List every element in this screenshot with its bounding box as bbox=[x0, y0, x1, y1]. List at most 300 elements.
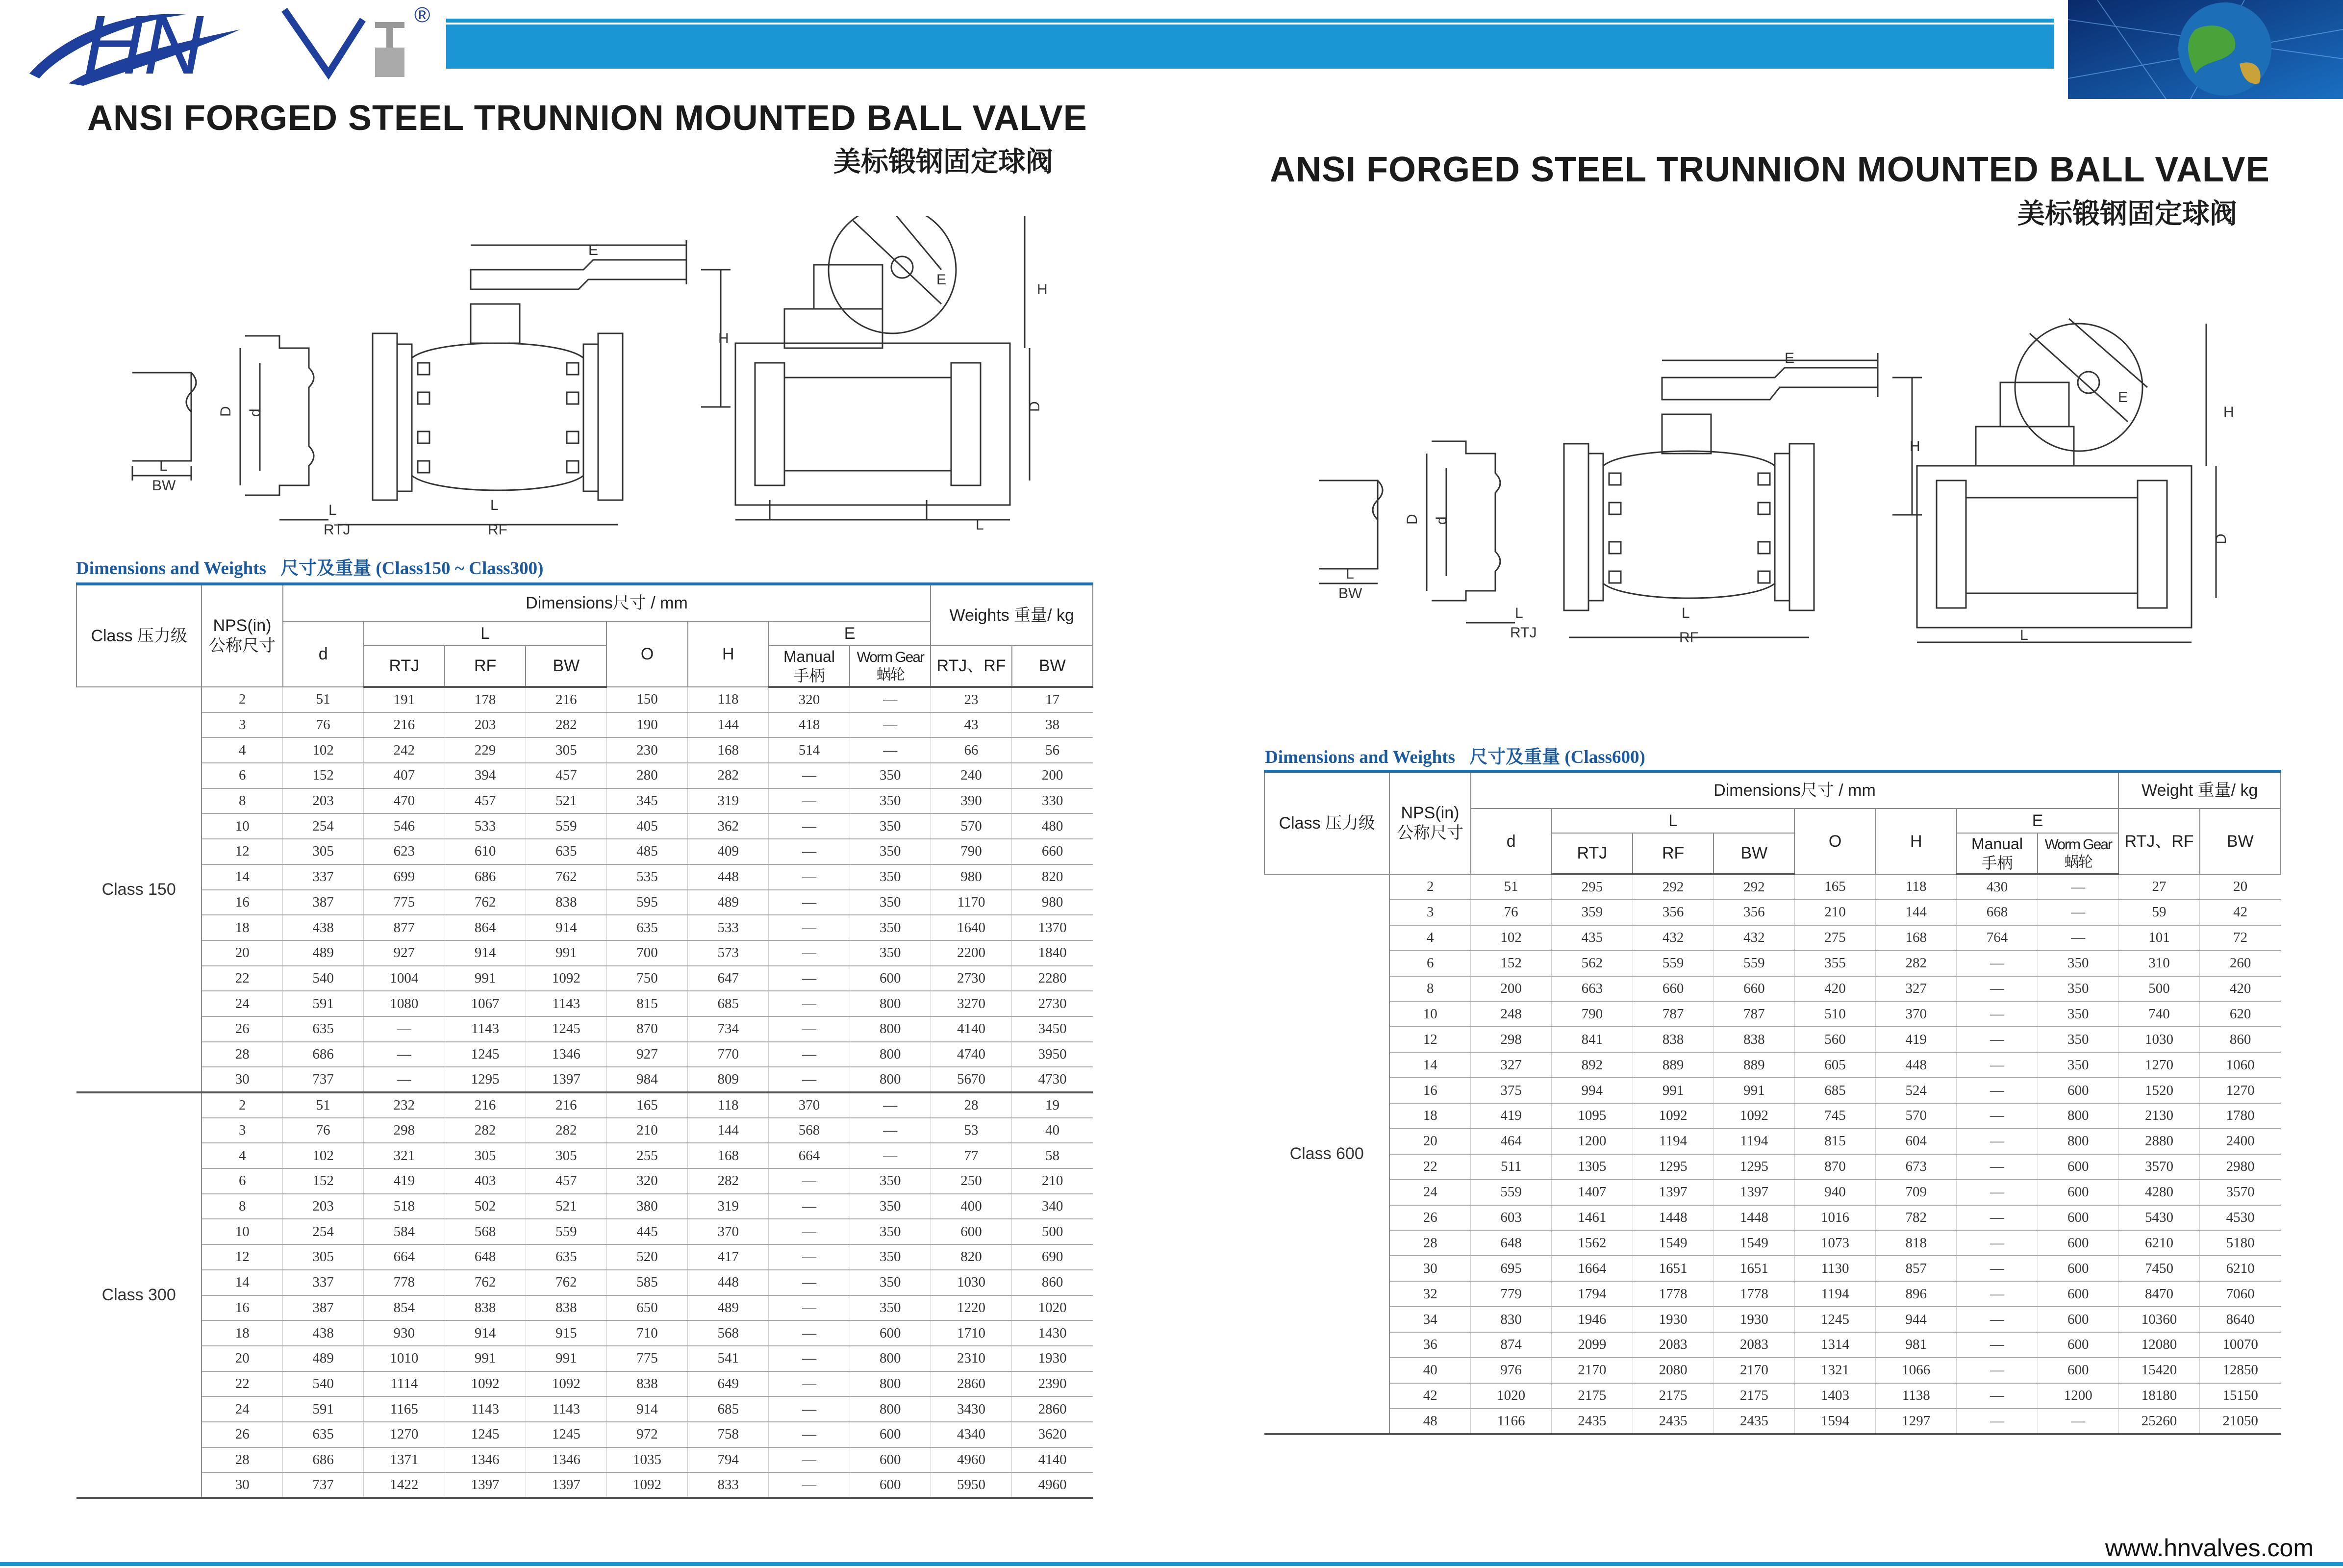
table-cell: 292 bbox=[1633, 874, 1713, 900]
table-cell: 419 bbox=[1471, 1103, 1552, 1129]
table-cell: 1066 bbox=[1876, 1358, 1957, 1383]
table-cell: 559 bbox=[526, 813, 606, 839]
table-cell: 686 bbox=[445, 864, 526, 890]
dim-label-l-3: L bbox=[490, 497, 499, 513]
header-d: d bbox=[283, 621, 364, 687]
header-weight-bw: BW bbox=[1012, 646, 1093, 687]
header-class: Class 压力级 bbox=[1264, 771, 1389, 874]
table-cell: 16 bbox=[202, 890, 282, 915]
table-cell: 216 bbox=[526, 687, 606, 712]
table-cell: 815 bbox=[1794, 1129, 1875, 1154]
table-cell: 345 bbox=[606, 788, 687, 814]
table-row bbox=[76, 1168, 1093, 1194]
table-cell: 610 bbox=[445, 839, 526, 864]
header-weight-rtj-rf: RTJ、RF bbox=[2118, 809, 2199, 874]
table-cell: 600 bbox=[2038, 1281, 2118, 1307]
table-row bbox=[1264, 1205, 2281, 1231]
table-cell: 210 bbox=[1794, 900, 1875, 925]
table-cell: 165 bbox=[1794, 874, 1875, 900]
table-cell: 280 bbox=[606, 763, 687, 788]
table-cell: 30 bbox=[202, 1067, 282, 1092]
table-cell: 570 bbox=[931, 813, 1011, 839]
table-cell: 1073 bbox=[1794, 1230, 1875, 1256]
table-cell: — bbox=[769, 1422, 850, 1447]
table-cell: 305 bbox=[283, 1244, 364, 1270]
table-cell: 22 bbox=[202, 1371, 282, 1397]
table-cell: 56 bbox=[1012, 737, 1093, 763]
table-cell: 77 bbox=[931, 1143, 1011, 1168]
table-row bbox=[1264, 1129, 2281, 1154]
table-row bbox=[76, 966, 1093, 991]
table-cell: 600 bbox=[2038, 1307, 2118, 1332]
table-cell: 168 bbox=[1876, 925, 1957, 951]
table-cell: 34 bbox=[1389, 1307, 1470, 1332]
table-cell: 275 bbox=[1794, 925, 1875, 951]
table-cell: 2200 bbox=[931, 940, 1011, 966]
table-cell: 51 bbox=[1471, 874, 1552, 900]
table-cell: 620 bbox=[2200, 1001, 2281, 1027]
table-cell: 40 bbox=[1012, 1118, 1093, 1143]
table-cell: 51 bbox=[283, 1092, 364, 1118]
table-cell: 242 bbox=[364, 737, 445, 763]
table-cell: — bbox=[769, 1042, 850, 1067]
table-cell: 102 bbox=[1471, 925, 1552, 951]
table-cell: — bbox=[364, 1067, 445, 1092]
table-cell: 144 bbox=[688, 712, 769, 738]
table-cell: 1407 bbox=[1552, 1180, 1633, 1205]
table-cell: 889 bbox=[1713, 1052, 1794, 1078]
table-cell: — bbox=[1957, 1180, 2038, 1205]
table-cell: 1194 bbox=[1713, 1129, 1794, 1154]
header-rf: RF bbox=[445, 646, 526, 687]
table-cell: 980 bbox=[1012, 890, 1093, 915]
table-cell: 660 bbox=[1633, 976, 1713, 1002]
table-cell: 559 bbox=[1633, 951, 1713, 976]
table-cell: — bbox=[1957, 1078, 2038, 1103]
table-cell: 350 bbox=[2038, 976, 2118, 1002]
table-cell: 216 bbox=[526, 1092, 606, 1118]
table-cell: 914 bbox=[526, 915, 606, 940]
table-cell: 673 bbox=[1876, 1154, 1957, 1180]
table-cell: 10 bbox=[1389, 1001, 1470, 1027]
table-cell: 1371 bbox=[364, 1447, 445, 1473]
table-cell: 321 bbox=[364, 1143, 445, 1168]
table-cell: 102 bbox=[283, 737, 364, 763]
table-cell: 2080 bbox=[1633, 1358, 1713, 1383]
table-cell: 1549 bbox=[1633, 1230, 1713, 1256]
table-cell: 480 bbox=[1012, 813, 1093, 839]
table-cell: 10 bbox=[202, 1219, 282, 1244]
table-cell: 533 bbox=[688, 915, 769, 940]
table-cell: 600 bbox=[2038, 1230, 2118, 1256]
table-cell: — bbox=[1957, 1332, 2038, 1358]
table-cell: 3 bbox=[1389, 900, 1470, 925]
table-row bbox=[76, 1244, 1093, 1270]
header-dimensions: Dimensions尺寸 / mm bbox=[1471, 771, 2119, 809]
table-cell: 635 bbox=[283, 1422, 364, 1447]
table-cell: — bbox=[850, 1092, 931, 1118]
table-cell: 282 bbox=[445, 1118, 526, 1143]
table-cell: 1664 bbox=[1552, 1256, 1633, 1281]
table-cell: 26 bbox=[202, 1016, 282, 1042]
table-cell: 6 bbox=[202, 763, 282, 788]
table-cell: 2435 bbox=[1633, 1409, 1713, 1434]
table-cell: 448 bbox=[688, 1270, 769, 1295]
table-cell: 298 bbox=[364, 1118, 445, 1143]
table-body-right bbox=[1264, 874, 2281, 1434]
table-cell: 600 bbox=[2038, 1180, 2118, 1205]
table-cell: 6210 bbox=[2200, 1256, 2281, 1281]
table-cell: — bbox=[364, 1016, 445, 1042]
table-cell: 28 bbox=[202, 1447, 282, 1473]
table-cell: 648 bbox=[445, 1244, 526, 1270]
table-cell: 1448 bbox=[1633, 1205, 1713, 1231]
table-cell: — bbox=[769, 1295, 850, 1321]
table-cell: 356 bbox=[1713, 900, 1794, 925]
dim-label-l-1: L bbox=[159, 458, 168, 474]
table-row bbox=[76, 864, 1093, 890]
dim-label-e-4: E bbox=[2118, 389, 2128, 405]
table-cell: 976 bbox=[1471, 1358, 1552, 1383]
table-cell: 2083 bbox=[1633, 1332, 1713, 1358]
table-cell: 24 bbox=[1389, 1180, 1470, 1205]
table-cell: 152 bbox=[283, 1168, 364, 1194]
table-cell: 800 bbox=[850, 991, 931, 1016]
table-cell: 5670 bbox=[931, 1067, 1011, 1092]
table-row bbox=[76, 1194, 1093, 1219]
table-cell: 1346 bbox=[526, 1447, 606, 1473]
table-cell: 350 bbox=[850, 1270, 931, 1295]
table-cell: 737 bbox=[283, 1067, 364, 1092]
table-cell: 295 bbox=[1552, 874, 1633, 900]
table-cell: 1200 bbox=[1552, 1129, 1633, 1154]
dim-label-e-2: E bbox=[936, 272, 947, 288]
table-cell: 1143 bbox=[526, 1396, 606, 1422]
dimensions-table-class600 bbox=[1264, 770, 2281, 1435]
table-row bbox=[1264, 1078, 2281, 1103]
table-cell: 1422 bbox=[364, 1472, 445, 1498]
table-cell: 623 bbox=[364, 839, 445, 864]
table-row bbox=[1264, 1358, 2281, 1383]
table-cell: 650 bbox=[606, 1295, 687, 1321]
right-subtitle bbox=[1265, 742, 1645, 768]
table-cell: 407 bbox=[364, 763, 445, 788]
table-cell: 559 bbox=[1713, 951, 1794, 976]
table-cell: 350 bbox=[850, 890, 931, 915]
table-cell: 191 bbox=[364, 687, 445, 712]
table-cell: 255 bbox=[606, 1143, 687, 1168]
table-cell: 915 bbox=[526, 1320, 606, 1346]
table-cell: — bbox=[1957, 1129, 2038, 1154]
class-cell: Class 600 bbox=[1264, 874, 1389, 1434]
table-cell: 838 bbox=[526, 1295, 606, 1321]
table-cell: 1092 bbox=[445, 1371, 526, 1397]
table-cell: 1020 bbox=[1012, 1295, 1093, 1321]
table-cell: 350 bbox=[850, 1219, 931, 1244]
table-cell: 1710 bbox=[931, 1320, 1011, 1346]
table-cell: 327 bbox=[1471, 1052, 1552, 1078]
table-cell: 2860 bbox=[1012, 1396, 1093, 1422]
table-cell: 337 bbox=[283, 1270, 364, 1295]
table-row bbox=[76, 1447, 1093, 1473]
header-weight: Weight 重量/ kg bbox=[2118, 771, 2281, 809]
table-cell: 448 bbox=[1876, 1052, 1957, 1078]
table-cell: 435 bbox=[1552, 925, 1633, 951]
table-cell: — bbox=[769, 1067, 850, 1092]
table-cell: 1778 bbox=[1633, 1281, 1713, 1307]
table-cell: 8470 bbox=[2118, 1281, 2199, 1307]
table-cell: 600 bbox=[2038, 1358, 2118, 1383]
table-cell: 2400 bbox=[2200, 1129, 2281, 1154]
table-cell: 710 bbox=[606, 1320, 687, 1346]
table-cell: 40 bbox=[1389, 1358, 1470, 1383]
table-cell: 387 bbox=[283, 1295, 364, 1321]
table-cell: 857 bbox=[1876, 1256, 1957, 1281]
table-cell: 1461 bbox=[1552, 1205, 1633, 1231]
table-cell: 23 bbox=[931, 687, 1011, 712]
table-cell: 1295 bbox=[1713, 1154, 1794, 1180]
table-cell: 6210 bbox=[2118, 1230, 2199, 1256]
table-cell: 870 bbox=[606, 1016, 687, 1042]
table-cell: 26 bbox=[1389, 1205, 1470, 1231]
table-cell: 4530 bbox=[2200, 1205, 2281, 1231]
table-cell: 305 bbox=[526, 737, 606, 763]
table-cell: 210 bbox=[1012, 1168, 1093, 1194]
header-l: L bbox=[1552, 809, 1795, 833]
table-cell: 1778 bbox=[1713, 1281, 1794, 1307]
table-cell: 418 bbox=[769, 712, 850, 738]
table-cell: 489 bbox=[688, 890, 769, 915]
left-valve-drawing bbox=[118, 216, 1049, 539]
table-cell: 540 bbox=[283, 1371, 364, 1397]
table-cell: 762 bbox=[526, 1270, 606, 1295]
table-cell: 1092 bbox=[1713, 1103, 1794, 1129]
table-cell: — bbox=[1957, 1256, 2038, 1281]
table-cell: 200 bbox=[1471, 976, 1552, 1002]
table-cell: 350 bbox=[850, 1295, 931, 1321]
table-row bbox=[76, 1422, 1093, 1447]
table-cell: 457 bbox=[445, 788, 526, 814]
table-cell: — bbox=[1957, 1001, 2038, 1027]
table-cell: 2980 bbox=[2200, 1154, 2281, 1180]
table-cell: 6 bbox=[202, 1168, 282, 1194]
table-cell: 36 bbox=[1389, 1332, 1470, 1358]
table-cell: 709 bbox=[1876, 1180, 1957, 1205]
table-cell: 350 bbox=[850, 788, 931, 814]
dim-label-rf-1: RF bbox=[488, 522, 507, 538]
table-cell: 320 bbox=[606, 1168, 687, 1194]
table-cell: 350 bbox=[2038, 1027, 2118, 1052]
right-subtitle-cn: 尺寸及重量 bbox=[1469, 747, 1561, 767]
table-cell: 16 bbox=[202, 1295, 282, 1321]
table-cell: 168 bbox=[688, 737, 769, 763]
table-cell: 419 bbox=[1876, 1027, 1957, 1052]
table-cell: 420 bbox=[1794, 976, 1875, 1002]
table-cell: 144 bbox=[688, 1118, 769, 1143]
table-cell: 860 bbox=[1012, 1270, 1093, 1295]
table-cell: — bbox=[769, 1194, 850, 1219]
table-cell: 510 bbox=[1794, 1001, 1875, 1027]
table-cell: 24 bbox=[202, 991, 282, 1016]
table-cell: 15420 bbox=[2118, 1358, 2199, 1383]
table-cell: 1946 bbox=[1552, 1307, 1633, 1332]
table-cell: 892 bbox=[1552, 1052, 1633, 1078]
table-cell: 914 bbox=[606, 1396, 687, 1422]
header-weight-bw: BW bbox=[2200, 809, 2281, 874]
table-cell: 51 bbox=[283, 687, 364, 712]
dim-label-l-6: L bbox=[1515, 605, 1523, 621]
table-cell: 305 bbox=[445, 1143, 526, 1168]
table-cell: 1305 bbox=[1552, 1154, 1633, 1180]
table-cell: 3570 bbox=[2118, 1154, 2199, 1180]
table-cell: 779 bbox=[1471, 1281, 1552, 1307]
table-cell: 305 bbox=[526, 1143, 606, 1168]
table-cell: 6 bbox=[1389, 951, 1470, 976]
table-cell: 889 bbox=[1633, 1052, 1713, 1078]
table-cell: 600 bbox=[2038, 1205, 2118, 1231]
table-cell: 660 bbox=[1012, 839, 1093, 864]
table-cell: 1035 bbox=[606, 1447, 687, 1473]
table-cell: — bbox=[1957, 1383, 2038, 1409]
table-cell: 854 bbox=[364, 1295, 445, 1321]
right-subtitle-range: (Class600) bbox=[1564, 747, 1645, 767]
table-cell: 877 bbox=[364, 915, 445, 940]
table-cell: 521 bbox=[526, 788, 606, 814]
table-cell: 1194 bbox=[1794, 1281, 1875, 1307]
table-cell: 980 bbox=[931, 864, 1011, 890]
table-cell: 2310 bbox=[931, 1346, 1011, 1371]
logo-letters: HN bbox=[83, 0, 204, 92]
table-cell: 994 bbox=[1552, 1078, 1633, 1103]
table-cell: 600 bbox=[850, 1447, 931, 1473]
header-nps: NPS(in) 公称尺寸 bbox=[202, 584, 282, 687]
table-cell: — bbox=[769, 915, 850, 940]
table-cell: 350 bbox=[850, 1244, 931, 1270]
table-cell: 4 bbox=[202, 737, 282, 763]
header-d: d bbox=[1471, 809, 1552, 874]
header-bw: BW bbox=[1713, 833, 1794, 874]
table-cell: 864 bbox=[445, 915, 526, 940]
table-cell: 685 bbox=[688, 1396, 769, 1422]
table-cell: 686 bbox=[283, 1447, 364, 1473]
table-cell: 1314 bbox=[1794, 1332, 1875, 1358]
table-cell: 1549 bbox=[1713, 1230, 1794, 1256]
table-cell: 432 bbox=[1713, 925, 1794, 951]
table-cell: 24 bbox=[202, 1396, 282, 1422]
dim-label-d-1: d bbox=[247, 408, 263, 417]
table-cell: 991 bbox=[445, 966, 526, 991]
table-row bbox=[1264, 1307, 2281, 1332]
table-cell: 16 bbox=[1389, 1078, 1470, 1103]
table-cell: 514 bbox=[769, 737, 850, 763]
table-cell: 972 bbox=[606, 1422, 687, 1447]
table-cell: 59 bbox=[2118, 900, 2199, 925]
table-cell: — bbox=[850, 687, 931, 712]
table-cell: 337 bbox=[283, 864, 364, 890]
table-row bbox=[76, 915, 1093, 940]
header-rtj: RTJ bbox=[1552, 833, 1633, 874]
table-cell: 1092 bbox=[606, 1472, 687, 1498]
table-cell: 152 bbox=[283, 763, 364, 788]
table-cell: — bbox=[769, 1346, 850, 1371]
table-cell: 3 bbox=[202, 712, 282, 738]
table-cell: 3950 bbox=[1012, 1042, 1093, 1067]
table-row bbox=[1264, 1052, 2281, 1078]
table-cell: 76 bbox=[283, 1118, 364, 1143]
table-row bbox=[76, 788, 1093, 814]
table-row bbox=[76, 687, 1093, 712]
left-subtitle-en: Dimensions and Weights bbox=[76, 558, 266, 579]
table-cell: 15150 bbox=[2200, 1383, 2281, 1409]
table-cell: 232 bbox=[364, 1092, 445, 1118]
left-subtitle-cn: 尺寸及重量 bbox=[280, 558, 372, 579]
dim-label-bw-1: BW bbox=[152, 478, 176, 494]
left-title-cn: 美标锻钢固定球阀 bbox=[833, 146, 1053, 178]
header-worm-gear: Worm Gear 蜗轮 bbox=[850, 646, 931, 687]
table-cell: 464 bbox=[1471, 1129, 1552, 1154]
table-cell: 20 bbox=[202, 1346, 282, 1371]
table-cell: 340 bbox=[1012, 1194, 1093, 1219]
table-cell: 927 bbox=[364, 940, 445, 966]
table-row bbox=[76, 712, 1093, 738]
table-cell: 600 bbox=[850, 966, 931, 991]
table-cell: — bbox=[1957, 1052, 2038, 1078]
left-subtitle-range: (Class150 ~ Class300) bbox=[376, 558, 544, 579]
table-row bbox=[76, 991, 1093, 1016]
header-weight-rtj-rf: RTJ、RF bbox=[931, 646, 1011, 687]
table-cell: 1270 bbox=[364, 1422, 445, 1447]
table-cell: 647 bbox=[688, 966, 769, 991]
table-cell: 1200 bbox=[2038, 1383, 2118, 1409]
table-cell: 2280 bbox=[1012, 966, 1093, 991]
table-cell: 1010 bbox=[364, 1346, 445, 1371]
table-cell: 535 bbox=[606, 864, 687, 890]
registered-mark: ® bbox=[414, 3, 430, 27]
table-cell: 1245 bbox=[526, 1422, 606, 1447]
table-cell: 30 bbox=[202, 1472, 282, 1498]
table-cell: 17 bbox=[1012, 687, 1093, 712]
table-cell: 190 bbox=[606, 712, 687, 738]
table-cell: 3 bbox=[202, 1118, 282, 1143]
website-link[interactable]: www.hnvalves.com bbox=[2105, 1534, 2314, 1562]
table-cell: 1930 bbox=[1012, 1346, 1093, 1371]
table-cell: 4960 bbox=[931, 1447, 1011, 1473]
table-cell: 541 bbox=[688, 1346, 769, 1371]
table-cell: 350 bbox=[850, 864, 931, 890]
table-row bbox=[76, 1270, 1093, 1295]
table-cell: 1403 bbox=[1794, 1383, 1875, 1409]
dim-label-l-8: L bbox=[2020, 627, 2028, 643]
dim-label-rtj-1: RTJ bbox=[324, 522, 351, 538]
table-cell: 359 bbox=[1552, 900, 1633, 925]
table-cell: 695 bbox=[1471, 1256, 1552, 1281]
dim-label-D-1: D bbox=[218, 406, 234, 417]
table-cell: 1930 bbox=[1633, 1307, 1713, 1332]
table-cell: 254 bbox=[283, 1219, 364, 1244]
table-cell: — bbox=[850, 737, 931, 763]
table-cell: 991 bbox=[526, 940, 606, 966]
table-row bbox=[1264, 1256, 2281, 1281]
table-cell: 20 bbox=[1389, 1129, 1470, 1154]
table-cell: 2 bbox=[202, 687, 282, 712]
table-cell: 800 bbox=[850, 1067, 931, 1092]
table-cell: 168 bbox=[688, 1143, 769, 1168]
header-o: O bbox=[1794, 809, 1875, 874]
table-cell: 216 bbox=[364, 712, 445, 738]
table-row bbox=[76, 1371, 1093, 1397]
header-nps: NPS(in) 公称尺寸 bbox=[1389, 771, 1470, 874]
table-cell: 438 bbox=[283, 915, 364, 940]
